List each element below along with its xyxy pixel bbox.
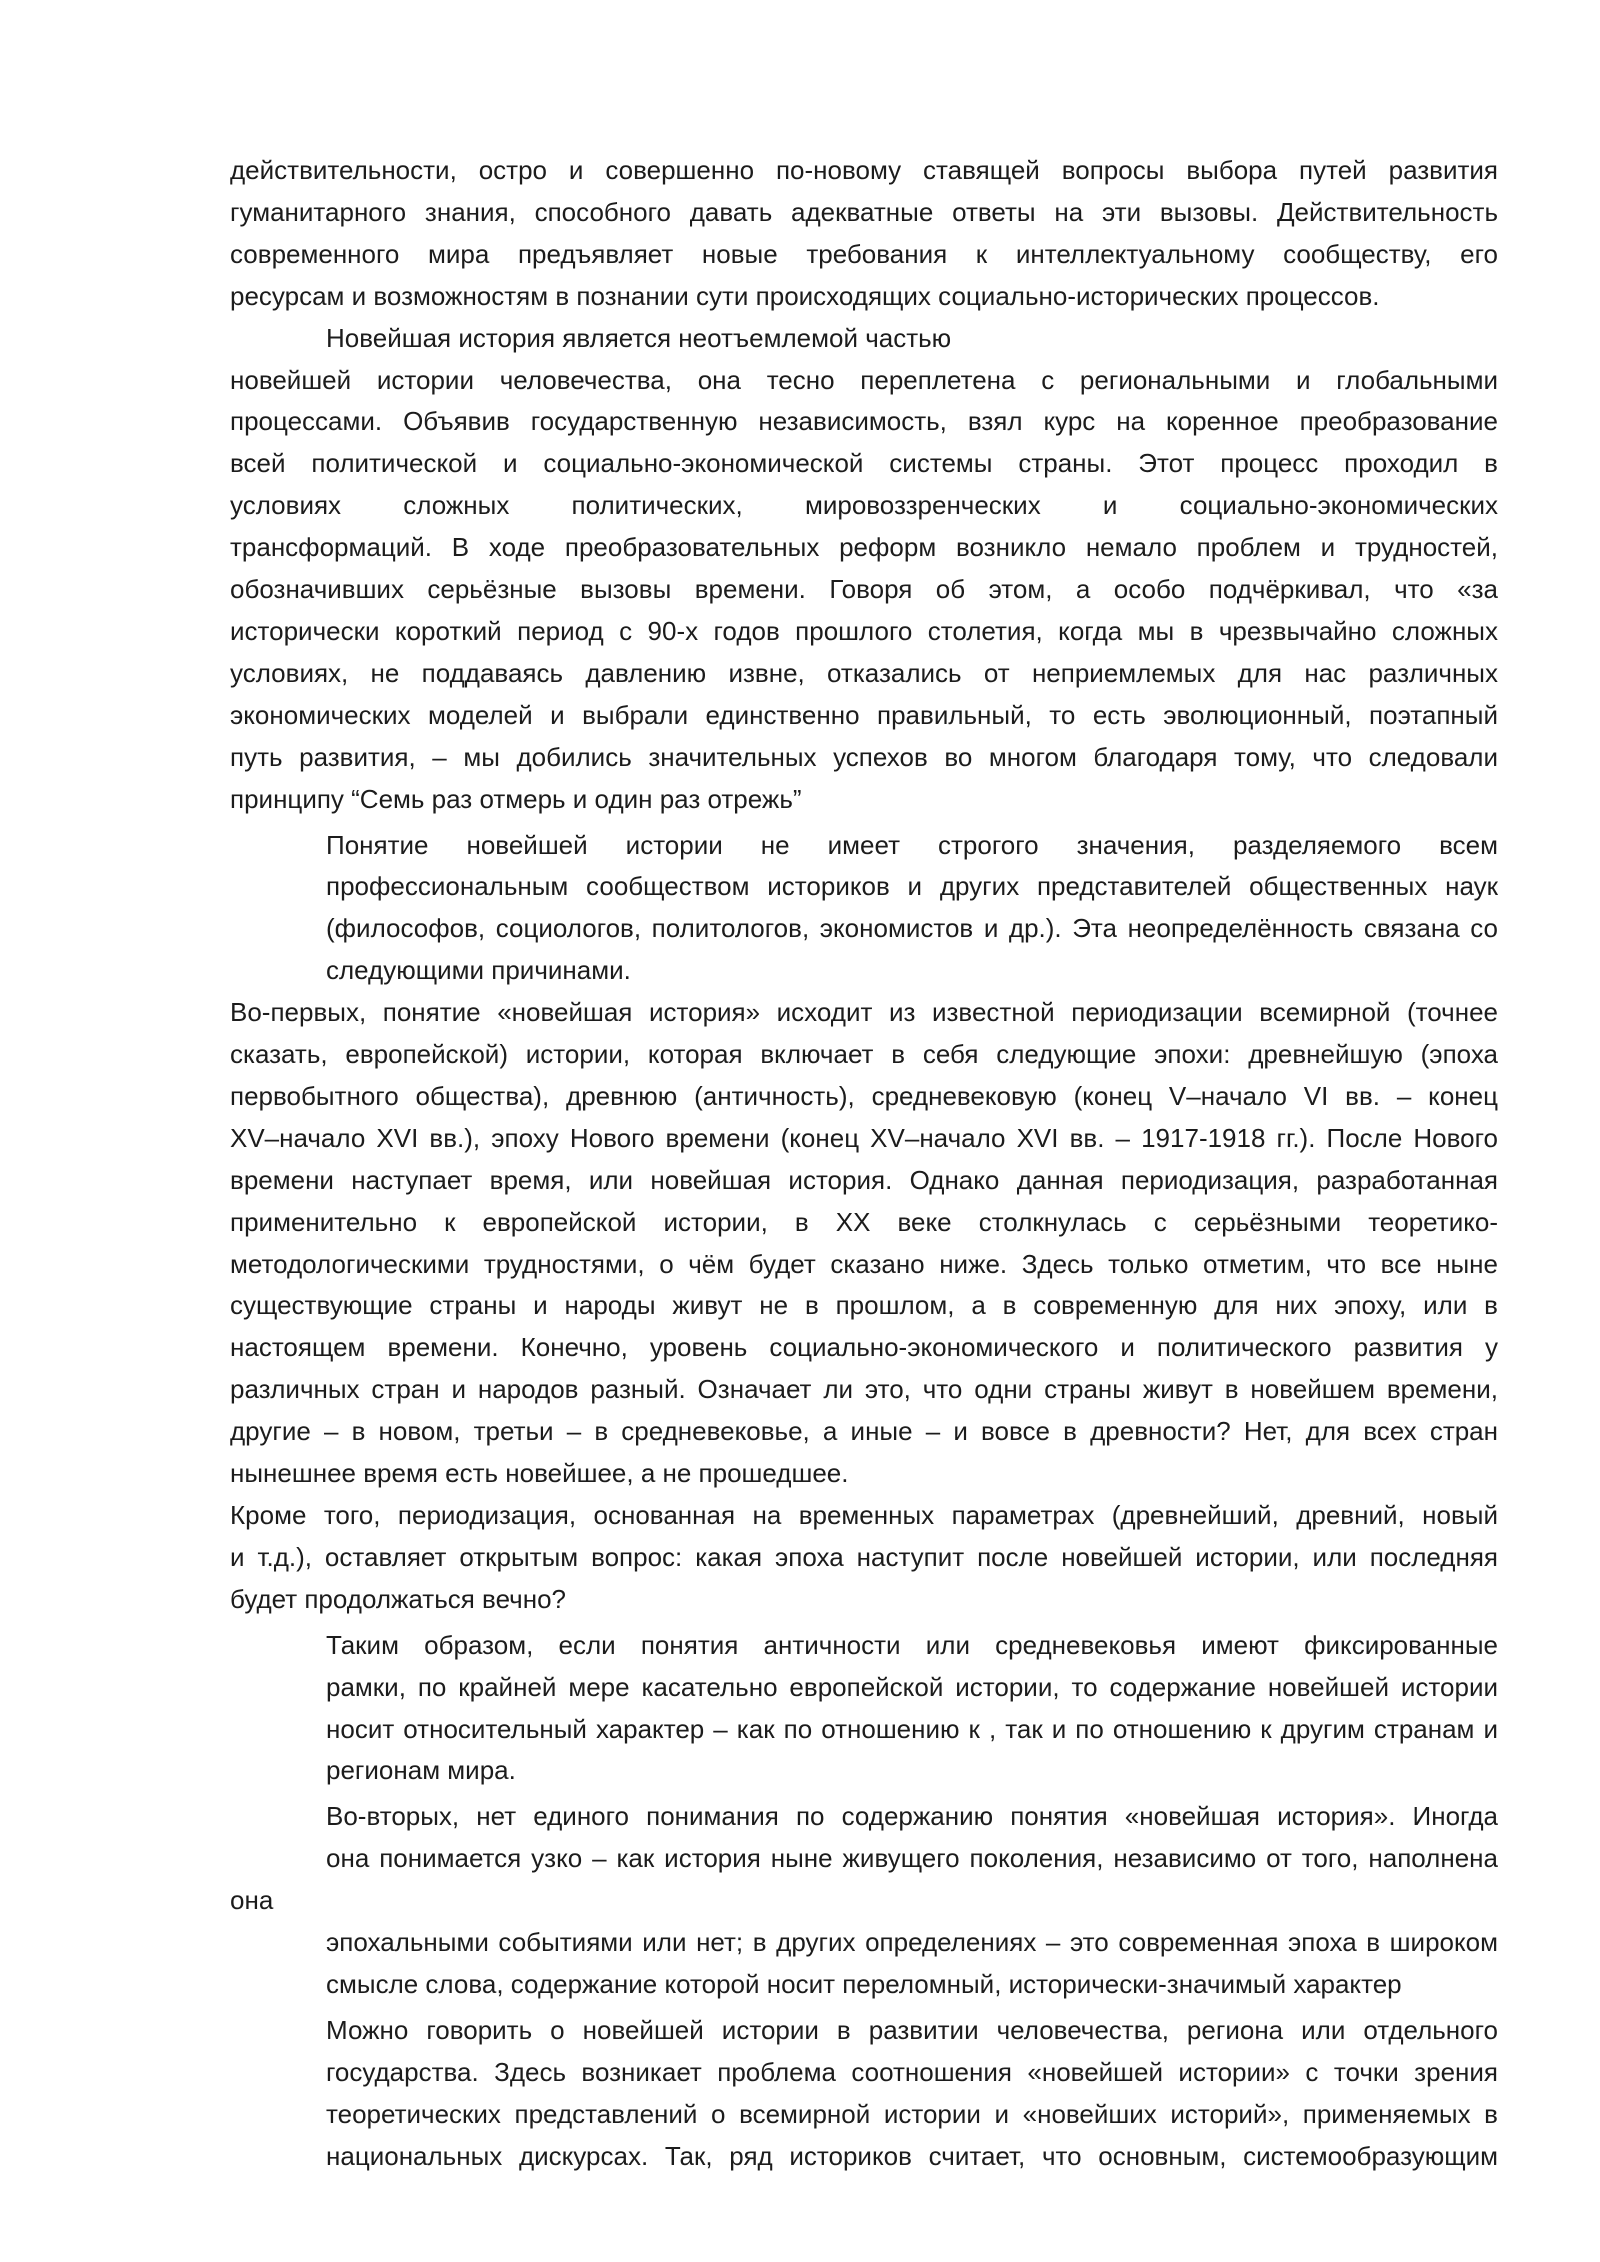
text-line: Таким образом, если понятия античности или средневековья имеют фиксированные <box>326 1629 1498 1660</box>
text-line: Кроме того, периодизация, основанная на временных параметрах (древнейший, древний, новый <box>230 1500 1498 1530</box>
text-line: трансформаций. В ходе преобразовательных реформ возникло немало проблем и трудностей, <box>230 532 1498 563</box>
paragraph-7 <box>230 1625 1498 1793</box>
text-line: применительно к европейской истории, в XX веке столкнулась с серьёзными теоретико- <box>230 1206 1498 1237</box>
text-line: теоретических представлений о всемирной истории и «новейших историй», применяемых в <box>326 2098 1498 2129</box>
text-line: гуманитарного знания, способного давать адекватные ответы на эти вызовы. Действительность <box>230 196 1498 227</box>
text-line: принципу “Семь раз отмерь и один раз отрежь” <box>230 783 802 814</box>
text-line: существующие страны и народы живут не в прошлом, а в современную для них эпоху, или в <box>230 1290 1498 1321</box>
text-line: Можно говорить о новейшей истории в развитии человечества, региона или отдельного <box>326 2014 1498 2045</box>
text-line: XV–начало XVI вв.), эпоху Нового времени (конец XV–начало XVI вв. – 1917-1918 гг.). После Нового <box>230 1122 1498 1153</box>
text-line: первобытного общества), древнюю (античность), средневековую (конец V–начало VI вв. – конец <box>230 1080 1498 1111</box>
text-line: экономических моделей и выбрали единственно правильный, то есть эволюционный, поэтапный <box>230 699 1498 730</box>
paragraph-8 <box>230 1796 1498 2006</box>
text-line: (философов, социологов, политологов, экономистов и др.). Эта неопределённость связана со <box>326 913 1498 944</box>
text-line: ресурсам и возможностям в познании сути происходящих социально-исторических процессов. <box>230 280 1380 311</box>
text-line: всей политической и социально-экономической системы страны. Этот процесс проходил в <box>230 448 1498 479</box>
text-line: условиях, не поддаваясь давлению извне, отказались от неприемлемых для нас различных <box>230 657 1498 688</box>
text-line: Новейшая история является неотъемлемой частью <box>326 322 952 353</box>
text-line: будет продолжаться вечно? <box>230 1583 566 1614</box>
text-line: процессами. Объявив государственную независимость, взял курс на коренное преобразование <box>230 406 1498 437</box>
text-line: эпохальными событиями или нет; в других определениях – это современная эпоха в широком <box>326 1927 1498 1958</box>
paragraph-6 <box>230 1495 1498 1621</box>
paragraph-5 <box>230 992 1498 1495</box>
text-line: методологическими трудностями, о чём будет сказано ниже. Здесь только отметим, что все ныне <box>230 1248 1498 1279</box>
text-line: Во-первых, понятие «новейшая история» исходит из известной периодизации всемирной (точнее <box>230 997 1498 1028</box>
text-line: она понимается узко – как история ныне живущего поколения, независимо от того, наполнена она <box>230 1843 1498 1916</box>
text-line: носит относительный характер – как по отношению к , так и по отношению к другим странам и <box>326 1713 1498 1744</box>
text-line: путь развития, – мы добились значительных успехов во многом благодаря тому, что следовали <box>230 741 1498 772</box>
document-page <box>230 150 1498 2178</box>
paragraph-3 <box>230 360 1498 821</box>
text-line: Понятие новейшей истории не имеет строгого значения, разделяемого всем <box>326 829 1498 860</box>
text-line: смысле слова, содержание которой носит переломный, исторически-значимый характер <box>326 1968 1402 1999</box>
text-line: сказать, европейской) истории, которая включает в себя следующие эпохи: древнейшую (эпоха <box>230 1039 1498 1070</box>
text-line: рамки, по крайней мере касательно европейской истории, то содержание новейшей истории <box>326 1671 1498 1702</box>
text-line: обозначивших серьёзные вызовы времени. Говоря об этом, а особо подчёркивал, что «за <box>230 574 1498 605</box>
text-line: профессиональным сообществом историков и других представителей общественных наук <box>326 871 1498 902</box>
text-line: нынешнее время есть новейшее, а не прошедшее. <box>230 1458 849 1489</box>
paragraph-2 <box>230 318 1498 360</box>
text-line: и т.д.), оставляет открытым вопрос: какая эпоха наступит после новейшей истории, или последняя <box>230 1541 1498 1572</box>
text-line: условиях сложных политических, мировоззренческих и социально-экономических <box>230 490 1498 521</box>
text-line: времени наступает время, или новейшая история. Однако данная периодизация, разработанная <box>230 1164 1498 1195</box>
text-line: Во-вторых, нет единого понимания по содержанию понятия «новейшая история». Иногда <box>326 1801 1498 1832</box>
paragraph-4 <box>230 825 1498 993</box>
text-line: действительности, остро и совершенно по-новому ставящей вопросы выбора путей развития <box>230 155 1498 185</box>
text-line: следующими причинами. <box>326 955 631 986</box>
text-line: исторически короткий период с 90-х годов прошлого столетия, когда мы в чрезвычайно сложных <box>230 615 1498 646</box>
text-line: современного мира предъявляет новые требования к интеллектуальному сообществу, его <box>230 238 1498 269</box>
text-line: государства. Здесь возникает проблема соотношения «новейшей истории» с точки зрения <box>326 2056 1498 2087</box>
text-line: различных стран и народов разный. Означает ли это, что одни страны живут в новейшем времени, <box>230 1374 1498 1405</box>
text-line: другие – в новом, третьи – в средневековье, а иные – и вовсе в древности? Нет, для всех стран <box>230 1416 1498 1447</box>
text-line: настоящем времени. Конечно, уровень социально-экономического и политического развития у <box>230 1332 1498 1363</box>
paragraph-1 <box>230 150 1498 318</box>
text-line: новейшей истории человечества, она тесно переплетена с региональными и глобальными <box>230 364 1498 395</box>
text-line: национальных дискурсах. Так, ряд историков считает, что основным, системообразующим <box>326 2140 1498 2171</box>
text-line: регионам мира. <box>326 1755 516 1786</box>
paragraph-9 <box>230 2010 1498 2178</box>
